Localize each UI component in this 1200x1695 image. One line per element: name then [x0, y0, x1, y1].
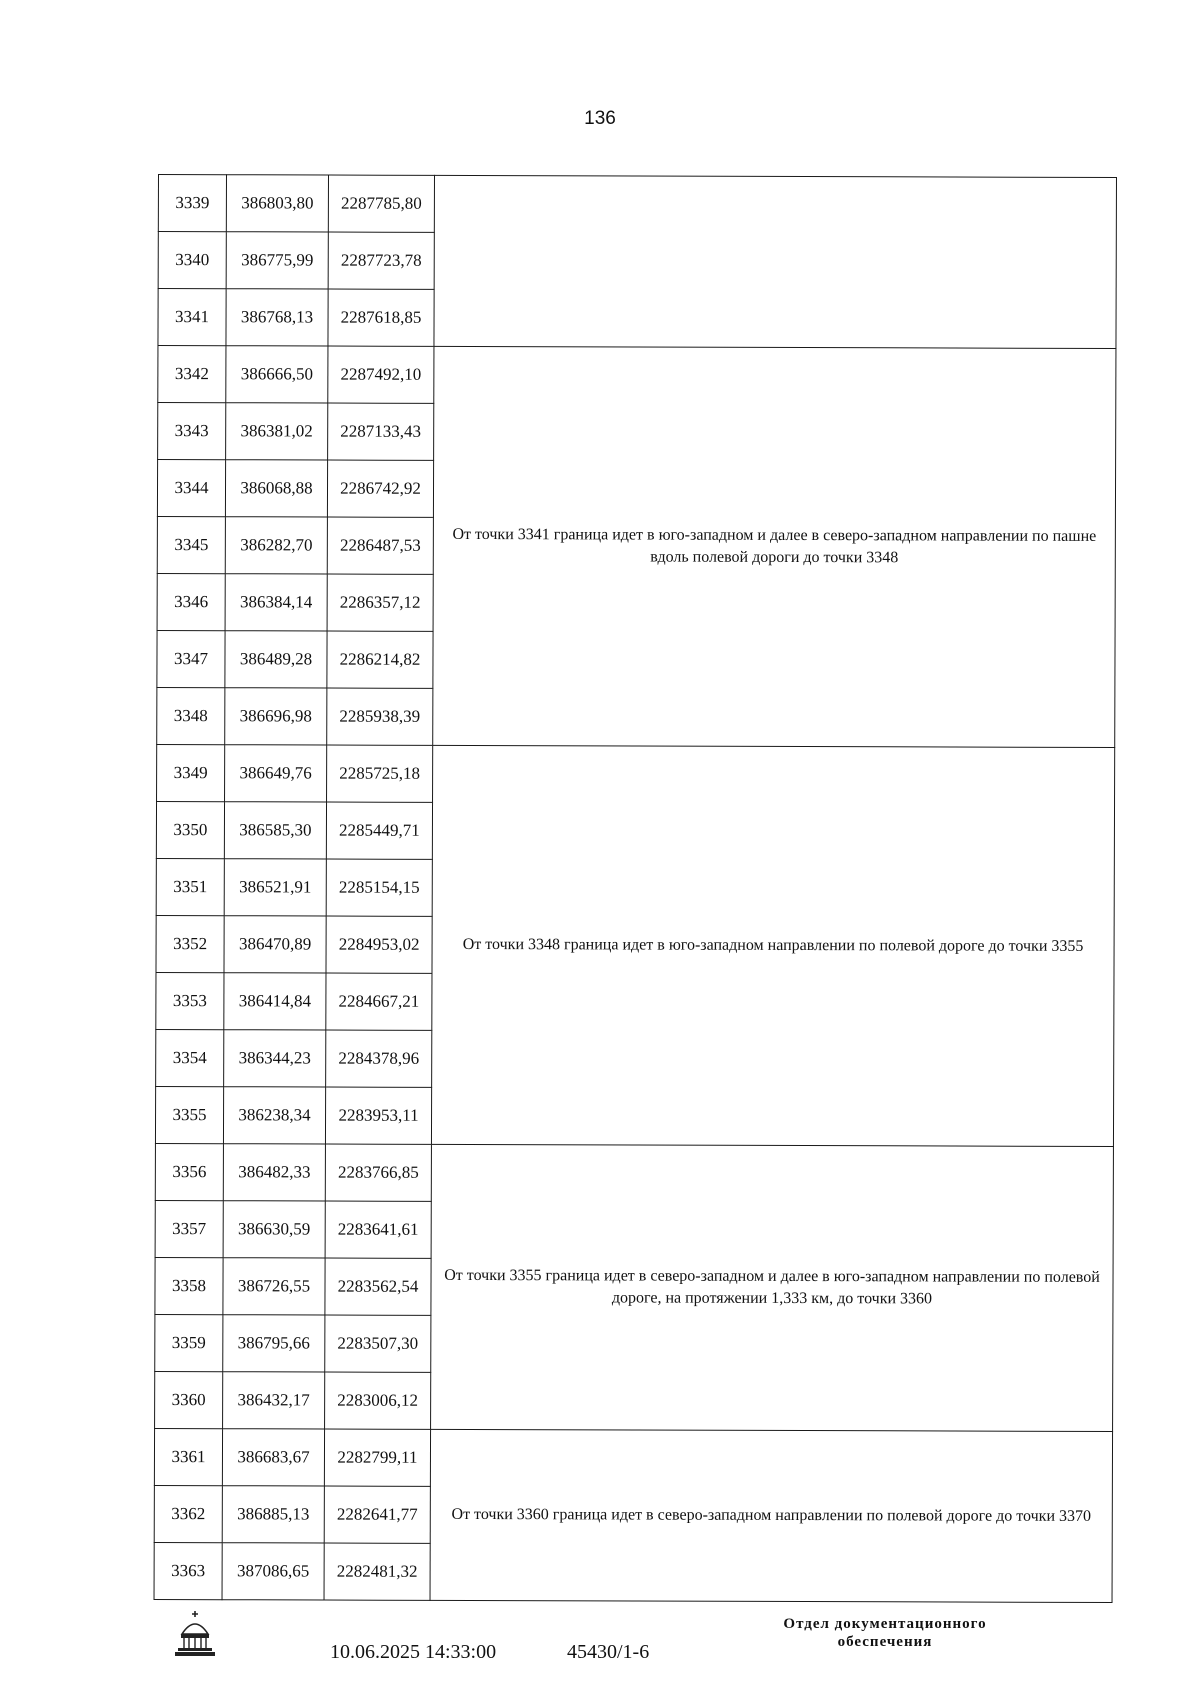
coordinate-x: 386344,23	[224, 1030, 326, 1087]
coordinate-y: 2285154,15	[326, 859, 432, 916]
coordinate-x: 386768,13	[226, 289, 328, 346]
coordinate-y: 2287618,85	[328, 289, 434, 346]
table-row	[158, 346, 1116, 406]
point-number: 3355	[155, 1086, 223, 1143]
coordinate-y: 2283006,12	[325, 1372, 431, 1429]
table-row	[158, 175, 1116, 235]
boundary-description: От точки 3355 граница идет в северо-западном и далее в юго-западном направлении по полевой дороге, на протяжении 1,333 км, до точки 3360	[431, 1144, 1114, 1431]
coordinate-y: 2284953,02	[326, 916, 432, 973]
department-line-2: обеспечения	[837, 1634, 933, 1650]
coordinate-y: 2285449,71	[326, 802, 432, 859]
coordinate-x: 386666,50	[226, 346, 328, 403]
coordinate-x: 386432,17	[223, 1372, 325, 1429]
coordinate-y: 2287785,80	[328, 175, 434, 232]
point-number: 3345	[157, 516, 225, 573]
coordinate-x: 386795,66	[223, 1315, 325, 1372]
table-row	[157, 744, 1115, 804]
department-line-1: Отдел документационного	[783, 1616, 987, 1632]
point-number: 3362	[154, 1485, 222, 1542]
point-number: 3341	[158, 289, 226, 346]
coordinate-y: 2287133,43	[328, 403, 434, 460]
coordinate-y: 2283507,30	[325, 1315, 431, 1372]
coordinate-x: 386775,99	[226, 232, 328, 289]
coordinate-y: 2282641,77	[324, 1486, 430, 1543]
coordinate-x: 386696,98	[225, 688, 327, 745]
boundary-description: От точки 3341 граница идет в юго-западном и далее в северо-западном направлении по пашне вдоль полевой дороги до точки 3348	[433, 346, 1116, 747]
coordinate-y: 2287492,10	[328, 346, 434, 403]
point-number: 3360	[155, 1371, 223, 1428]
point-number: 3356	[155, 1143, 223, 1200]
coordinate-x: 387086,65	[222, 1543, 324, 1600]
coordinate-y: 2283953,11	[325, 1087, 431, 1144]
coordinate-x: 386238,34	[223, 1087, 325, 1144]
point-number: 3343	[158, 403, 226, 460]
point-number: 3346	[157, 573, 225, 630]
coordinate-y: 2286487,53	[327, 517, 433, 574]
coordinate-y: 2285938,39	[327, 688, 433, 745]
coordinate-y: 2283562,54	[325, 1258, 431, 1315]
point-number: 3348	[157, 687, 225, 744]
boundary-description	[434, 175, 1117, 348]
coordinate-y: 2284667,21	[326, 973, 432, 1030]
boundary-description: От точки 3360 граница идет в северо-западном направлении по полевой дороге до точки 3370	[430, 1429, 1113, 1602]
point-number: 3349	[157, 744, 225, 801]
point-number: 3357	[155, 1200, 223, 1257]
point-number: 3344	[157, 460, 225, 517]
point-number: 3351	[156, 858, 224, 915]
coordinate-x: 386585,30	[224, 802, 326, 859]
footer-datetime: 10.06.2025 14:33:00	[330, 1641, 497, 1663]
boundary-description: От точки 3348 граница идет в юго-западном направлении по полевой дороге до точки 3355	[431, 745, 1114, 1146]
point-number: 3352	[156, 915, 224, 972]
boundary-coordinates-table	[154, 174, 1117, 1603]
coordinate-y: 2284378,96	[326, 1030, 432, 1087]
footer-document-number: 45430/1-6	[567, 1641, 650, 1663]
point-number: 3358	[155, 1257, 223, 1314]
coordinate-x: 386683,67	[222, 1429, 324, 1486]
coordinate-y: 2286742,92	[327, 460, 433, 517]
coordinate-x: 386649,76	[225, 745, 327, 802]
coordinate-x: 386489,28	[225, 631, 327, 688]
table-row	[155, 1143, 1113, 1203]
coordinate-x: 386521,91	[224, 859, 326, 916]
coordinate-x: 386630,59	[223, 1201, 325, 1258]
coordinate-x: 386381,02	[226, 403, 328, 460]
page-number: 136	[584, 108, 616, 129]
coordinate-x: 386384,14	[225, 574, 327, 631]
coordinate-x: 386726,55	[223, 1258, 325, 1315]
coordinate-y: 2282481,32	[324, 1543, 430, 1600]
coordinate-x: 386470,89	[224, 916, 326, 973]
point-number: 3350	[156, 801, 224, 858]
coordinate-y: 2287723,78	[328, 232, 434, 289]
coordinate-x: 386282,70	[225, 517, 327, 574]
coordinate-y: 2283766,85	[325, 1144, 431, 1201]
point-number: 3354	[156, 1029, 224, 1086]
point-number: 3353	[156, 972, 224, 1029]
point-number: 3347	[157, 630, 225, 687]
coordinate-x: 386414,84	[224, 973, 326, 1030]
coordinate-x: 386482,33	[223, 1144, 325, 1201]
point-number: 3363	[154, 1542, 222, 1599]
footer-department	[735, 1615, 1035, 1651]
point-number: 3361	[154, 1428, 222, 1485]
point-number: 3340	[158, 232, 226, 289]
table-row	[154, 1428, 1112, 1488]
coordinate-y: 2282799,11	[324, 1429, 430, 1486]
coordinate-y: 2285725,18	[327, 745, 433, 802]
duma-emblem-icon	[172, 1608, 218, 1658]
point-number: 3342	[158, 346, 226, 403]
coordinate-x: 386885,13	[222, 1486, 324, 1543]
coordinate-y: 2286357,12	[327, 574, 433, 631]
coordinate-y: 2283641,61	[325, 1201, 431, 1258]
coordinate-x: 386803,80	[226, 175, 328, 232]
coordinate-y: 2286214,82	[327, 631, 433, 688]
point-number: 3339	[158, 175, 226, 232]
point-number: 3359	[155, 1314, 223, 1371]
coordinate-x: 386068,88	[225, 460, 327, 517]
